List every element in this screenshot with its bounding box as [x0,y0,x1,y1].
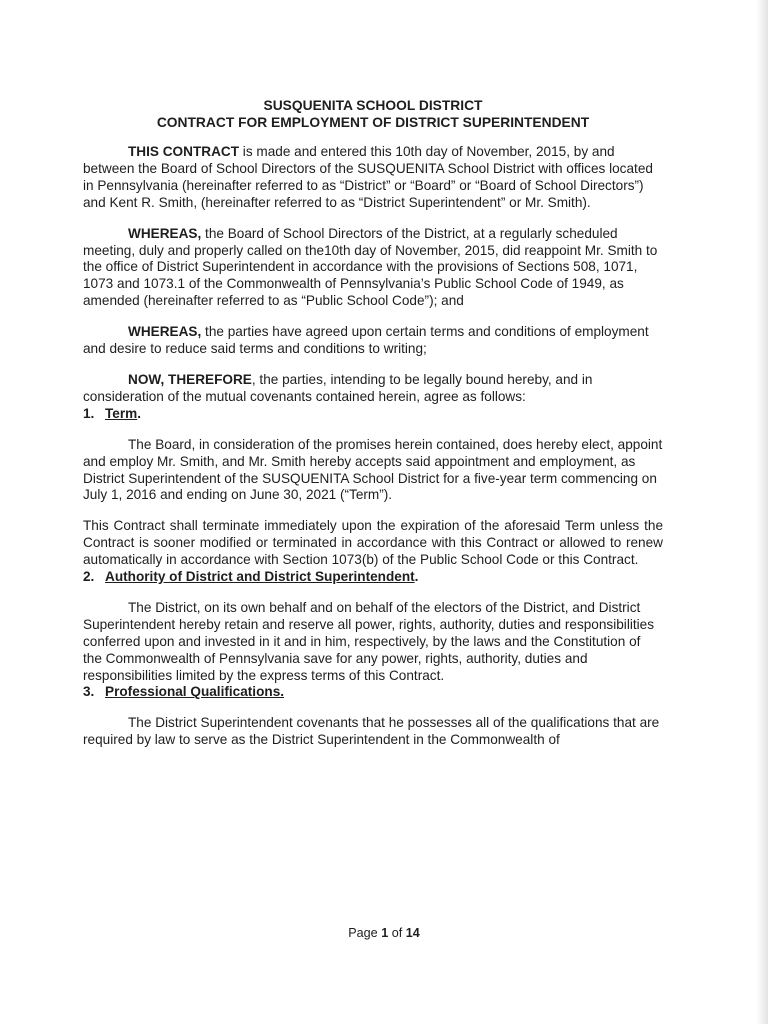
whereas-text-2: the parties have agreed upon certain terms and conditions of employment and desire to reduce said terms and conditions to writing; [83,324,649,357]
section-heading-text: Term [105,405,138,421]
term-paragraph-1: The Board, in consideration of the promises herein contained, does hereby elect, appoint and employ Mr. Smith, and Mr. Smith hereby accepts said appointment and employment, as District Superintendent of the SUSQUENITA School District for a five-year term commencing on July 1, 2016 and ending on June 30, 2021 (“Term”). [83,436,663,503]
now-therefore-lead: NOW, THEREFORE [128,371,252,387]
total-pages: 14 [405,926,420,940]
section-heading-text: Authority of District and District Superintendent [105,569,415,585]
whereas-paragraph-1 [83,226,663,311]
whereas-paragraph-2 [83,324,663,358]
whereas-lead-1: WHEREAS, [128,225,202,241]
whereas-lead-2: WHEREAS, [128,324,202,340]
qualifications-paragraph: The District Superintendent covenants that he possesses all of the qualifications that are required by law to serve as the District Superintendent in the Commonwealth of [83,715,660,748]
section-number: 1. [83,405,95,421]
now-therefore-paragraph [83,372,663,406]
section-heading-text: Professional Qualifications. [105,684,285,700]
section-heading-authority [83,569,663,586]
intro-text: is made and entered this 10th day of November, 2015, by and between the Board of School Directors of the SUSQUENITA School District with offices located in Pennsylvania (hereinafter referred to as “District” or “Board” or “Board of School Directors”) and Kent R. Smith, (hereinafter referred to as “District Superintendent” or Mr. Smith). [83,144,653,210]
authority-paragraph: The District, on its own behalf and on behalf of the electors of the District, and District Superintendent hereby retain and reserve all power, rights, authority, duties and responsibilities conferred upon and invested in it and in him, respectively, by the laws and the Constitution of the Commonwealth of Pennsylvania save for any power, rights, authority, duties and responsibilities limited by the express terms of this Contract. [83,599,655,683]
page-label: Page [348,926,378,940]
district-name-title: SUSQUENITA SCHOOL DISTRICT [263,98,483,113]
contract-title: CONTRACT FOR EMPLOYMENT OF DISTRICT SUPERINTENDENT [156,115,590,130]
section-heading-punct: . [137,405,142,421]
page-footer [0,926,768,940]
section-heading-punct: . [414,569,419,585]
intro-paragraph [83,144,663,212]
section-heading-term [83,406,663,423]
section-heading-qualifications [83,684,663,701]
document-page [83,97,663,749]
page-number: 1 [381,926,389,940]
intro-lead: THIS CONTRACT [128,144,240,159]
section-number: 3. [83,684,95,700]
section-number: 2. [83,569,95,585]
scan-page-edge [756,0,768,1024]
of-label: of [391,926,403,940]
term-paragraph-2: This Contract shall terminate immediately upon the expiration of the aforesaid Term unless the Contract is sooner modified or terminated in accordance with this Contract or allowed to renew automatically in accordance with Section 1073(b) of the Public School Code or this Contract. [83,518,663,568]
now-therefore-text: , the parties, intending to be legally bound hereby, and in consideration of the mutual covenants contained herein, agree as follows: [83,371,593,404]
whereas-text-1: the Board of School Directors of the District, at a regularly scheduled meeting, duly and properly called on the10th day of November, 2015, did reappoint Mr. Smith to the office of District Superintendent in accordance with the provisions of Sections 508, 1071, 1073 and 1073.1 of the Commonwealth of Pennsylvania’s Public School Code of 1949, as amended (hereinafter referred to as “Public School Code”); and [83,225,658,309]
